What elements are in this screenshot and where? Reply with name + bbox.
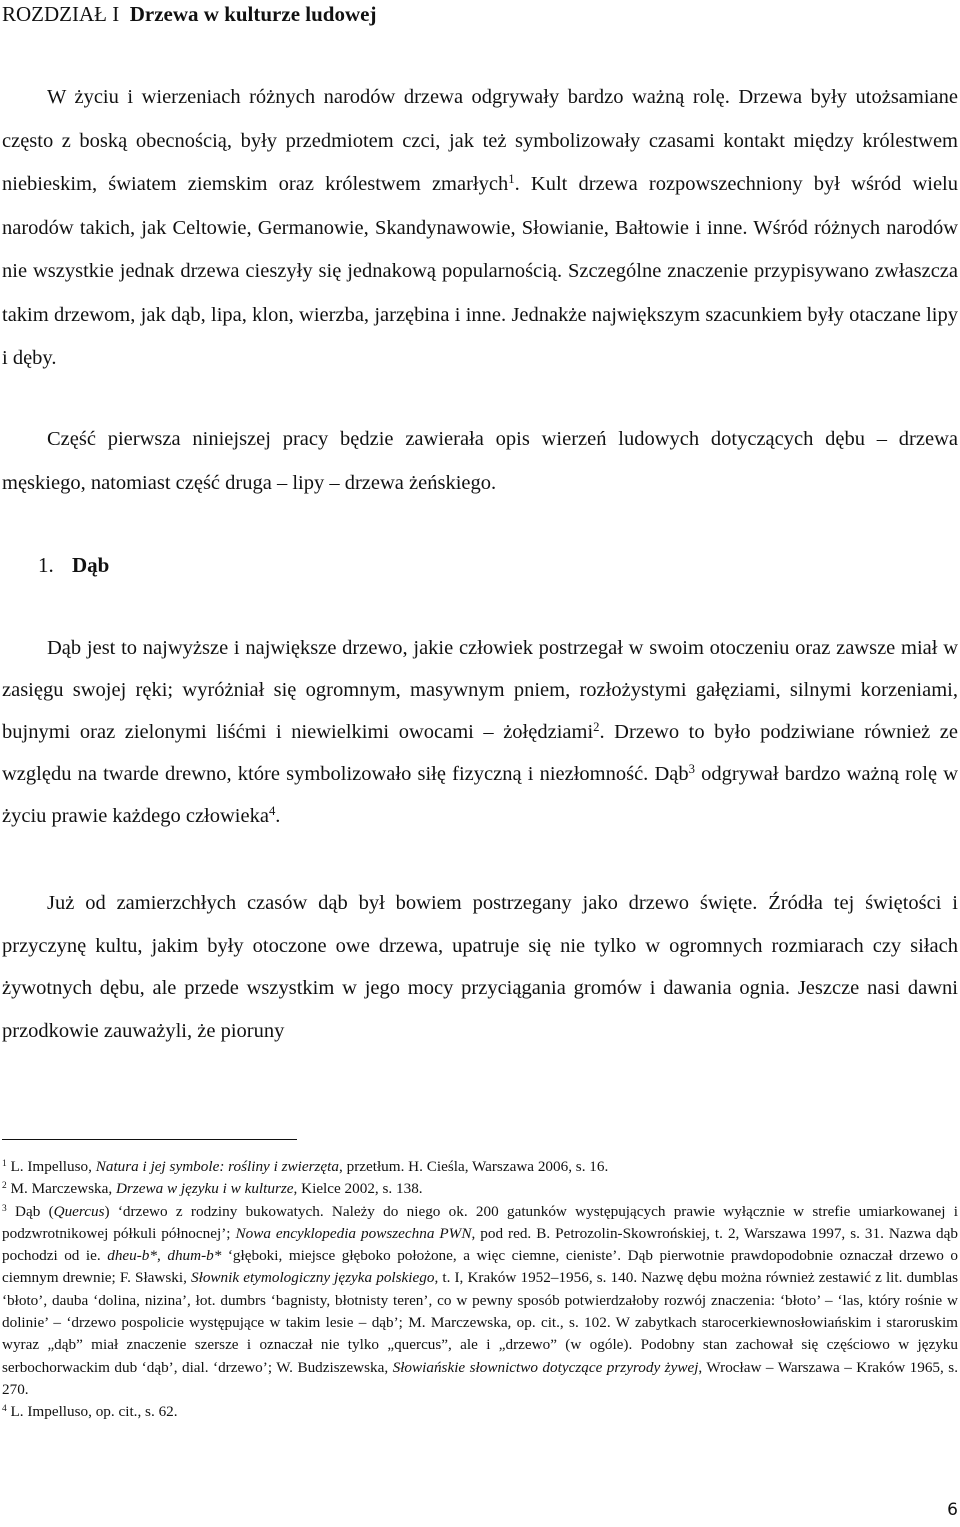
page-number: 6 — [947, 1500, 958, 1520]
body-paragraph-1: Dąb jest to najwyższe i największe drzewo, jakie człowiek postrzegał w swoim otoczeniu oraz zawsze miał w zasięgu swojej ręki; wyróżniał się ogromnym, masywnym pniem, rozłożystymi gałęziami, silnymi korzeniami, bujnymi oraz zielonymi liśćmi i niewielkimi owocami – żołędziami$^2$. Drzewo to było podziwiane również ze względu na twarde drewno, które symbolizowało siłę fizyczną i niezłomność. Dąb$^3$ odgrywał bardzo ważną rolę w życiu prawie każdego człowieka$^4$. — [2, 637, 959, 827]
footnote-4: $^4$ L. Impelluso, op. cit., s. 62. — [2, 1403, 178, 1421]
section-number: 1. — [38, 553, 54, 577]
footnote-separator — [2, 1139, 297, 1140]
section-heading — [38, 552, 109, 578]
footnote-ref-4[interactable]: 4 — [268, 804, 276, 819]
footnote-ref-2[interactable]: 2 — [593, 720, 600, 735]
intro-paragraph-2: Część pierwsza niniejszej pracy będzie zawierała opis wierzeń ludowych dotyczących dębu – drzewa męskiego, natomiast część druga – lipy – drzewa żeńskiego. — [2, 428, 958, 494]
footnote-3: $^3$ Dąb (Quercus) ‘drzewo z rodziny bukowatych. Należy do niego ok. 200 gatunków występujących prawie wyłącznie w strefie umiarkowanej i podzwrotnikowej półkuli północnej’; Nowa encyklopedia powszechna PWN, pod red. B. Petrozolin-Skowrońskiej, t. 2, Warszawa 1997, s. 31. Nazwa dąb pochodzi od ie. dheu-b*, dhum-b* ‘głęboki, miejsce głęboko położone, a więc ciemne, cieniste’. Dąb pierwotnie prawdopodobnie oznaczał drzewo o ciemnym drewnie; F. Sławski, Słownik etymologiczny języka polskiego, t. I, Kraków 1952–1956, s. 140. Nazwę dębu można również zestawić z lit. dumblas ‘błoto’, dauba ‘dolina, nizina’, łot. dumbrs ‘bagnisty, błotnisty teren’, co w pewny sposób potwierdzałoby rozwój znaczenia: ‘błoto’ – ‘las, który rośnie w dolinie’ – ‘drzewo pospolicie występujące w takim lesie – dąb’; M. Marczewska, op. cit., s. 102. W zabytkach starocerkiewnosłowiańskim i staroruskim wyraz „dąb” miał znaczenie szersze i oznaczał nie tylko „quercus”, ale i „drzewo” (w ogóle). Podobny stan zachował się częściowo w języku serbochorwackim dub ‘dąb’, dial. ‘drzewo’; W. Budziszewska, Słowiańskie słownictwo dotyczące przyrody żywej, Wrocław – Warszawa – Kraków 1965, s. 270. — [2, 1202, 959, 1398]
body-paragraph-2: Już od zamierzchłych czasów dąb był bowiem postrzegany jako drzewo święte. Źródła tej świętości i przyczynę kultu, jakim były otoczone owe drzewa, upatruje się nie tylko w ogromnych rozmiarach czy siłach żywotnych dębu, ale przede wszystkim w jego mocy przyciągania gromów i dawania ognia. Jeszcze nasi dawni przodkowie zauważyli, że pioruny — [2, 892, 958, 1042]
footnote-ref-1[interactable]: 1 — [508, 172, 515, 187]
footnote-2: $^2$ M. Marczewska, Drzewa w języku i w kulturze, Kielce 2002, s. 138. — [2, 1180, 423, 1198]
footnote-1: $^1$ L. Impelluso, Natura i jej symbole: rośliny i zwierzęta, przetłum. H. Cieśla, Warszawa 2006, s. 16. — [2, 1158, 609, 1175]
section-title: Dąb — [72, 553, 110, 577]
chapter-title: Drzewa w kulturze ludowej — [129, 2, 377, 26]
footnote-mark: 2 — [2, 1181, 7, 1192]
footnote-mark: 4 — [2, 1404, 7, 1415]
intro-paragraph-1: W życiu i wierzeniach różnych narodów drzewa odgrywały bardzo ważną rolę. Drzewa były utożsamiane często z boską obecnością, były przedmiotem czci, jak też symbolizowały czasami kontakt między królestwem niebieskim, światem ziemskim oraz królestwem zmarłych$^1$. Kult drzewa rozpowszechniony był wśród wielu narodów takich, jak Celtowie, Germanowie, Skandynawowie, Słowianie, Bałtowie i inne. Wśród różnych narodów nie wszystkie jednak drzewa cieszyły się jednakową popularnością. Szczególne znaczenie przypisywano zwłaszcza takim drzewom, jak dąb, lipa, klon, wierzba, jarzębina i inne. Jednakże największym szacunkiem były otaczane lipy i dęby. — [2, 86, 958, 369]
footnotes — [2, 1156, 958, 1424]
footnote-mark: 1 — [2, 1158, 7, 1169]
footnote-ref-3[interactable]: 3 — [688, 762, 695, 777]
chapter-header — [2, 2, 376, 26]
chapter-prefix: ROZDZIAŁ I — [2, 2, 120, 26]
footnote-mark: 3 — [2, 1203, 7, 1214]
